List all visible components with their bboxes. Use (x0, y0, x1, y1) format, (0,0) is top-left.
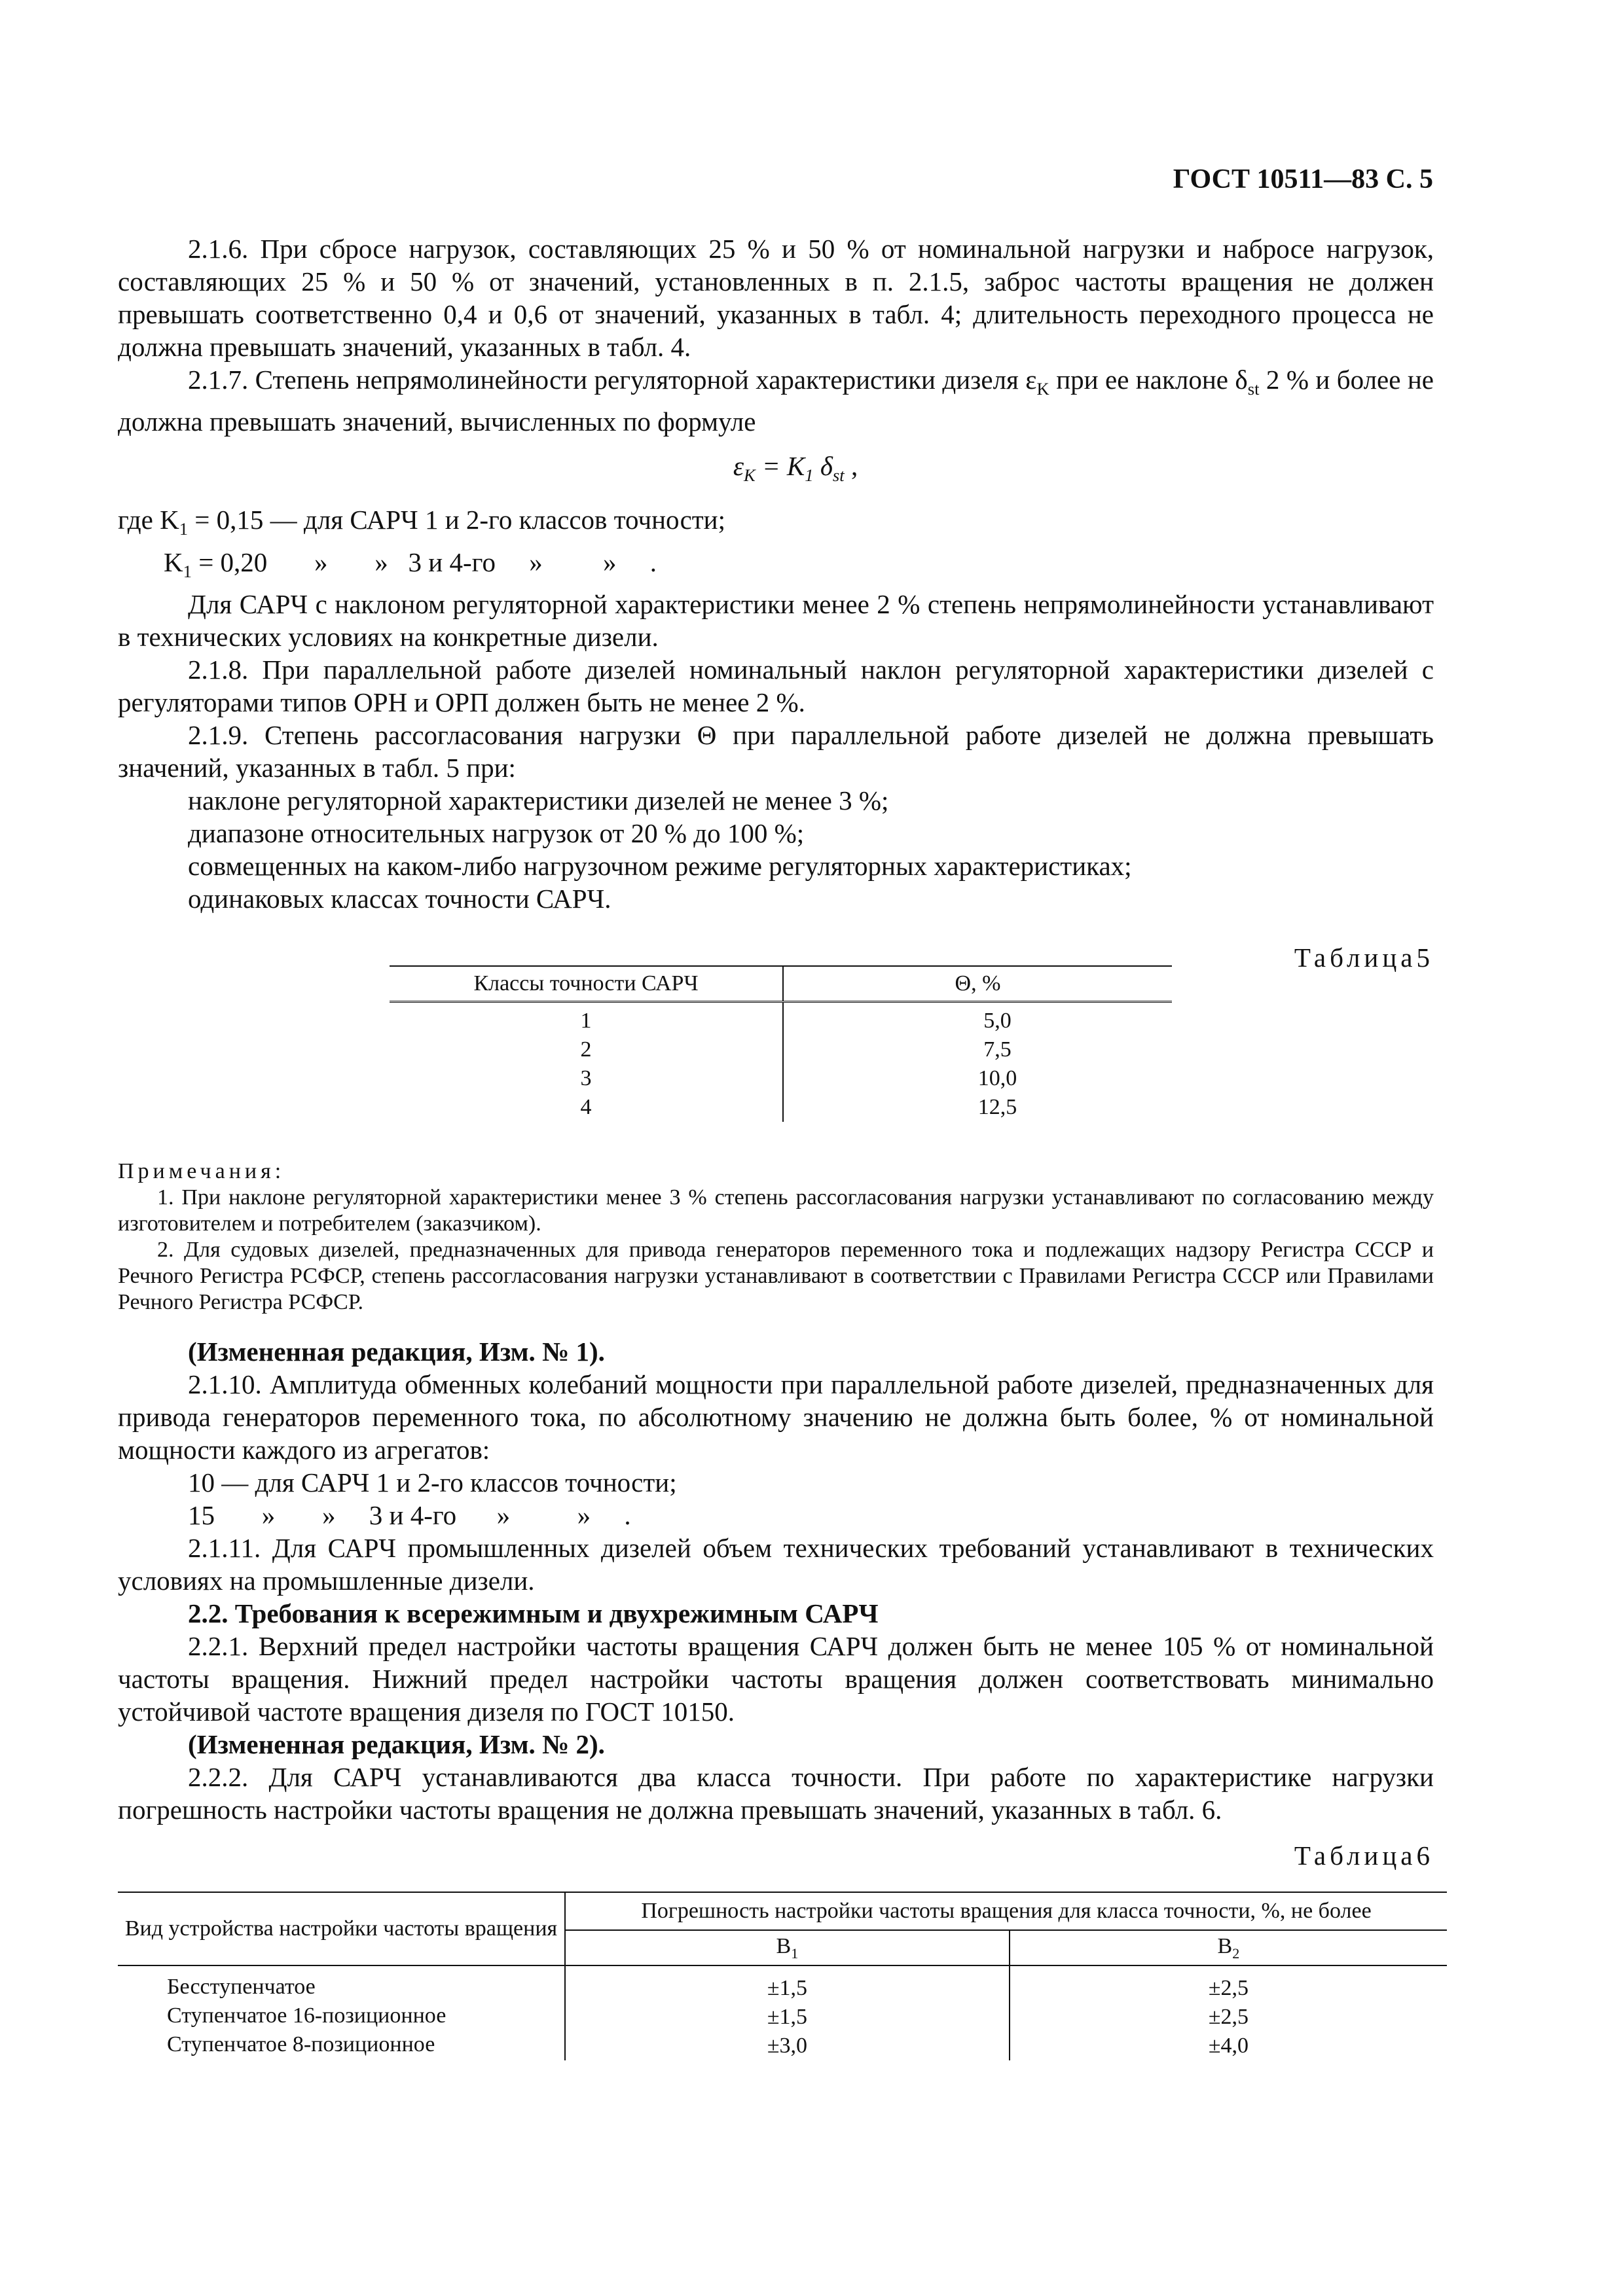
notes (118, 1158, 1434, 1316)
paragraph-2-2-1: 2.2.1. Верхний предел настройки частоты вращения САРЧ должен быть не менее 105 % от номинальной частоты вращения. Нижний предел настройки частоты вращения должен соответствовать минимально устойчивой частоте вращения дизеля по ГОСТ 10150. (118, 1631, 1434, 1727)
note-2: 2. Для судовых дизелей, предназначенных для привода генераторов переменного тока и подлежащих надзору Регистра СССР и Речного Регистра РСФСР, степень рассогласования нагрузки устанавливают в соответствии с Правилами Регистра СССР или Правилами Речного Регистра РСФСР. (118, 1238, 1434, 1314)
subscript-k: K (1036, 379, 1049, 399)
paragraph-2-1-10: 2.1.10. Амплитуда обменных колебаний мощности при параллельной работе дизелей, предназначенных для привода генераторов переменного тока, по абсолютному значению не должна быть более, % от номинальной мощности каждого из агрегатов: (118, 1369, 1434, 1465)
note-1: 1. При наклоне регуляторной характеристики менее 3 % степень рассогласования нагрузки устанавливают по согласованию между изготовителем и потребителем (заказчиком). (118, 1185, 1434, 1236)
paragraph-2-1-8: 2.1.8. При параллельной работе дизелей номинальный наклон регуляторной характеристики дизелей с регуляторами типов ОРН и ОРП должен быть не менее 2 %. (118, 654, 1434, 717)
formula: $\varepsilon_K = K_1$ $\delta_{st}$ , (733, 451, 858, 486)
table-6-header-device: Вид устройства настройки частоты вращения (118, 1892, 565, 1965)
table-6-b2-values: ±2,5 ±2,5 ±4,0 (1208, 1976, 1249, 2058)
paragraph-sarch-note: Для САРЧ с наклоном регуляторной характеристики менее 2 % степень непрямолинейности устанавливают в технических условиях на конкретные дизели. (118, 588, 1434, 652)
table-6-header-error: Погрешность настройки частоты вращения для класса точности, %, не более (565, 1892, 1447, 1930)
table-6-b1-values: ±1,5 ±1,5 ±3,0 (565, 1965, 1010, 2060)
formula-where-line-1: где $K_1 = 0,15$ — для САРЧ 1 и 2-го классов точности; (118, 505, 726, 539)
paragraph-2-1-11: 2.1.11. Для САРЧ промышленных дизелей объем технических требований устанавливают в технических условиях на промышленные дизели. (118, 1533, 1434, 1596)
edit-note-1: (Измененная редакция, Изм. № 1). (188, 1336, 605, 1367)
table-6 (118, 1892, 1447, 2060)
paragraph-2-2-2: 2.2.2. Для САРЧ устанавливаются два класса точности. При работе по характеристике нагрузки погрешность настройки частоты вращения не должна превышать значений, указанных в табл. 6. (118, 1762, 1434, 1825)
page-header: ГОСТ 10511—83 С. 5 (1173, 164, 1433, 194)
edit-note-2: (Измененная редакция, Изм. № 2). (188, 1729, 605, 1759)
list-2-1-10-line-2: 15 » » 3 и 4-го » » . (188, 1500, 631, 1530)
table-row (118, 1965, 1447, 2060)
table-6-caption: Таблица6 (1294, 1840, 1434, 1871)
document-body (118, 232, 1434, 974)
table-6-device-names: Бесступенчатое Ступенчатое 16-позиционное Ступенчатое 8-позиционное (118, 1965, 565, 2060)
document-body-continued (118, 1158, 1434, 1872)
table-6-header-b2: $B_2$ (1010, 1930, 1447, 1965)
paragraph-2-1-7: 2.1.7. Степень непрямолинейности регуляторной характеристики дизеля $\varepsilon_K$ при ее наклоне $\delta_{st}$ 2 % и более не должна превышать значений, вычисленных по формуле (118, 365, 1434, 437)
section-heading-2-2: 2.2. Требования к всережимным и двухрежимным САРЧ (188, 1598, 879, 1628)
list-item: диапазоне относительных нагрузок от 20 % до 100 %; (188, 817, 805, 848)
table-5-header-class: Классы точности САРЧ (390, 966, 783, 1002)
list-2-1-10-line-1: 10 — для САРЧ 1 и 2-го классов точности; (188, 1467, 677, 1498)
paragraph-2-1-9: 2.1.9. Степень рассогласования нагрузки Θ при параллельной работе дизелей не должна превышать значений, указанных в табл. 5 при: (118, 719, 1434, 783)
table-row: 4 12,5 (390, 1093, 1172, 1122)
table-6-header-b1: $B_1$ (565, 1930, 1010, 1965)
notes-label: Примечания: (118, 1159, 285, 1183)
list-item: наклоне регуляторной характеристики дизелей не менее 3 %; (188, 785, 889, 816)
table-5-caption: Таблица5 (1294, 942, 1434, 973)
list-item: одинаковых классах точности САРЧ. (188, 883, 611, 914)
subscript-st: st (1247, 379, 1260, 399)
formula-where-line-2: $K_1 = 0,20$ » » 3 и 4-го » » . (164, 547, 657, 581)
table-5-header-theta: Θ, % (783, 966, 1172, 1002)
paragraph-2-1-6: 2.1.6. При сбросе нагрузок, составляющих 25 % и 50 % от номинальной нагрузки и набросе нагрузок, составляющих 25 % и 50 % от значений, установленных в п. 2.1.5, заброс частоты вращения не должен превышать соответственно 0,4 и 0,6 от значений, указанных в табл. 4; длительность переходного процесса не должна превышать значений, указанных в табл. 4. (118, 234, 1434, 362)
list-2-1-9 (118, 784, 1434, 915)
table-5 (390, 965, 1172, 1122)
table-row: 3 10,0 (390, 1064, 1172, 1093)
table-row: 2 7,5 (390, 1035, 1172, 1064)
table-row: 1 5,0 (390, 1002, 1172, 1036)
list-item: совмещенных на каком-либо нагрузочном режиме регуляторных характеристиках; (188, 850, 1132, 881)
